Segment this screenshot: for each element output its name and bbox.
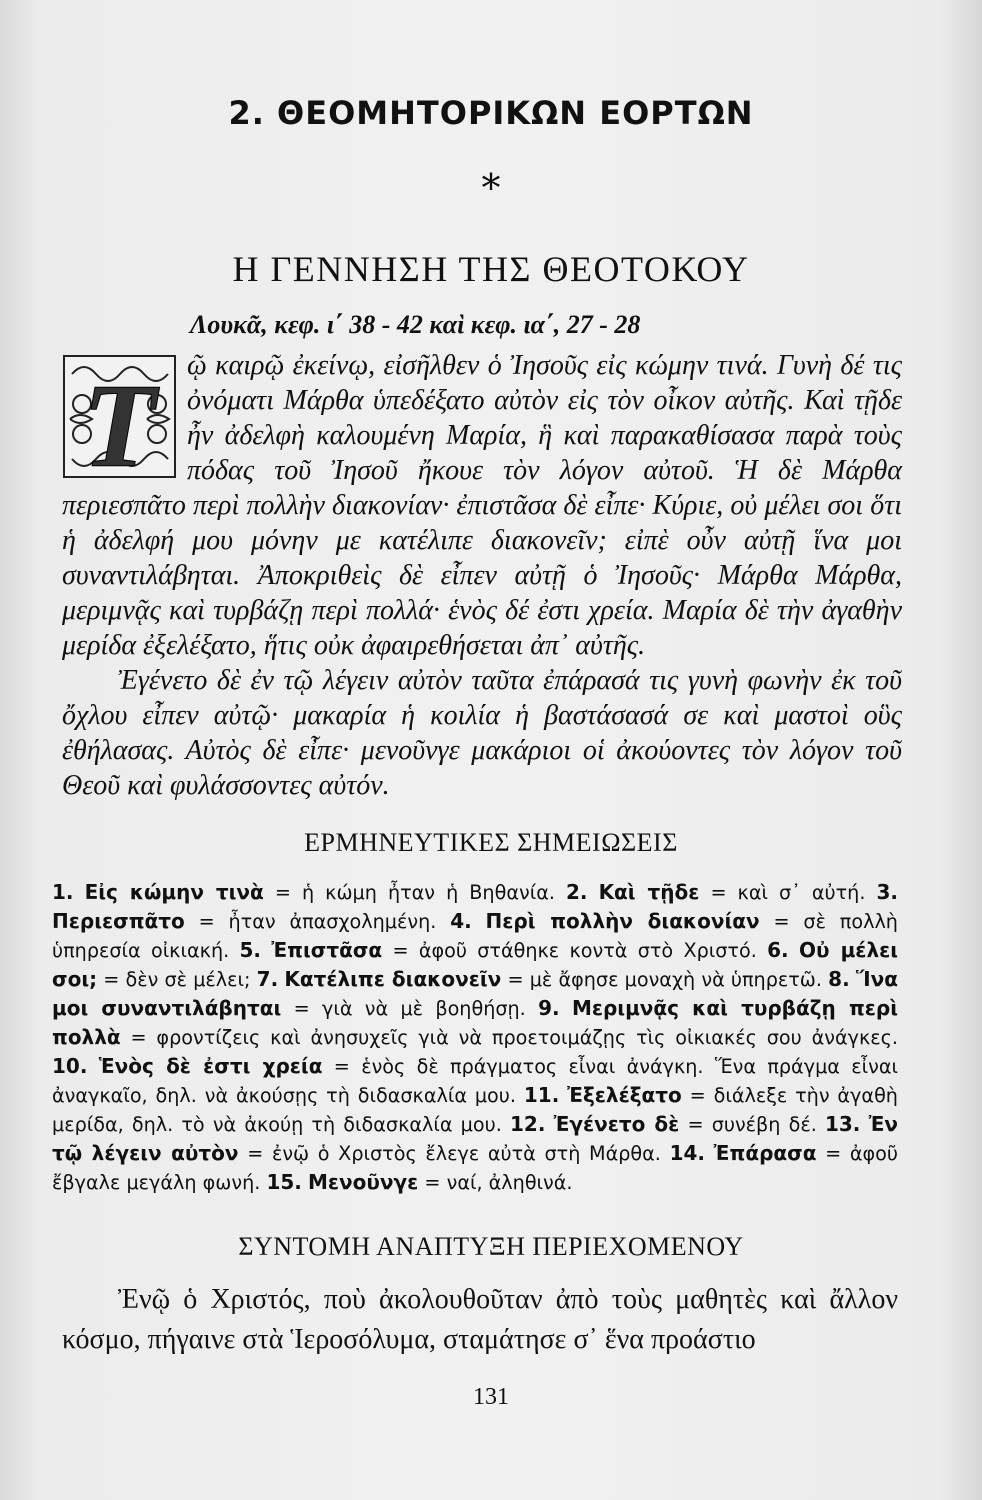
note-number: 1. [52,880,74,904]
note-gloss: = ἑνὸς δὲ πράγματος εἶναι ἀνάγκη. Ἕνα πράγμα εἶναι ἀναγκαῖο, δηλ. νὰ ἀκούσῃς τὴ διδασκαλία μου. [52,1055,898,1107]
drop-cap-letter: T [82,359,156,479]
note-term: Ἐπάρασα [713,1141,817,1165]
gospel-paragraph-1: ῷ καιρῷ ἐκείνῳ, εἰσῆλθεν ὁ Ἰησοῦς εἰς κώμην τινά. Γυνὴ δέ τις ὀνόματι Μάρθα ὑπεδέξατο αὐτὸν εἰς τὸν οἶκον αὐτῆς. Καὶ τῇδε ἦν ἀδελφὴ καλουμένη Μαρία, ἣ καὶ παρακαθίσασα παρὰ τοὺς πόδας τοῦ Ἰησοῦ ἤκουε τὸν λόγον αὐτοῦ. Ἡ δὲ Μάρθα περιεσπᾶτο περὶ πολλὴν διακονίαν· ἐπιστᾶσα δὲ εἶπε· Κύριε, οὐ μέλει σοι ὅτι ἡ ἀδελφή μου μόνην με κατέλιπε διακονεῖν; εἰπὲ οὖν αὐτῇ ἵνα μοι συναντιλάβηται. Ἀποκριθεὶς δὲ εἶπεν αὐτῇ ὁ Ἰησοῦς· Μάρθα Μάρθα, μεριμνᾷς καὶ τυρβάζῃ περὶ πολλά· ἑνὸς δέ ἐστι χρεία. Μαρία δὲ τὴν ἀγαθὴν μερίδα ἐξελέξατο, ἥτις οὐκ ἀφαιρεθήσεται ἀπ᾿ αὐτῆς. [62,350,902,661]
note-gloss: = μὲ ἄφησε μοναχὴ νὰ ὑπηρετῶ. [507,968,822,991]
note-item [240,939,768,962]
drop-cap-ornament [62,354,177,479]
gospel-paragraph-2: Ἐγένετο δὲ ἐν τῷ λέγειν αὐτὸν ταῦτα ἐπάρασά τις γυνὴ φωνὴν ἐκ τοῦ ὄχλου εἶπεν αὐτῷ· μακαρία ἡ κοιλία ἡ βαστάσασά σε καὶ μαστοὶ οὓς ἐθήλασας. Αὐτὸς δὲ εἶπε· μενοῦνγε μακάριοι οἱ ἀκούοντες τὸν λόγον τοῦ Θεοῦ καὶ φυλάσσοντες αὐτόν. [62,665,902,801]
note-gloss: = ἡ κώμη ἦταν ἡ Βηθανία. [274,881,555,904]
note-term: Καὶ τῇδε [598,880,700,904]
note-term: Μεριμνᾷς καὶ τυρβάζῃ περὶ πολλὰ [52,996,899,1049]
note-gloss: = ἐνῷ ὁ Χριστὸς ἔλεγε αὐτὰ στὴ Μάρθα. [247,1142,661,1165]
note-term: Περὶ πολλὴν διακονίαν [485,909,760,933]
note-term: Περιεσπᾶτο [52,909,185,933]
note-term: Ἑνὸς δὲ ἐστι χρεία [98,1054,323,1078]
note-term: Ἐγένετο δὲ [553,1112,680,1136]
note-gloss: = ἀφοῦ ἔβγαλε μεγάλη φωνή. [52,1142,898,1194]
notes-heading: ΕΡΜΗΝΕΥΤΙΚΕΣ ΣΗΜΕΙΩΣΕΙΣ [304,828,678,857]
feast-title: Η ΓΕΝΝΗΣΗ ΤΗΣ ΘΕΟΤΟΚΟΥ [232,249,750,289]
note-gloss: = φροντίζεις καὶ ἀνησυχεῖς γιὰ νὰ προετοιμάζῃς τὶς οἰκιακές σου ἀνάγκες. [130,1026,898,1049]
note-number: 12. [509,1112,546,1136]
note-number: 15. [266,1170,302,1194]
gospel-reading [62,348,902,803]
note-number: 4. [450,909,472,933]
note-number: 9. [538,996,560,1020]
note-term: Μενοῦνγε [308,1170,419,1194]
note-number: 11. [523,1083,560,1107]
note-term: Εἰς κώμην τινὰ [84,880,264,904]
note-item [257,968,829,991]
section-heading: 2. ΘΕΟΜΗΤΟΡΙΚΩΝ ΕΟΡΤΩΝ [228,94,754,132]
note-term: Κατέλιπε διακονεῖν [284,967,502,991]
note-gloss: = γιὰ νὰ μὲ βοηθήσῃ. [293,997,526,1020]
note-gloss: = συνέβη δέ. [687,1113,817,1136]
note-gloss: = ἦταν ἀπασχολημένη. [198,910,437,933]
summary-heading: ΣΥΝΤΟΜΗ ΑΝΑΠΤΥΞΗ ΠΕΡΙΕΧΟΜΕΝΟΥ [238,1232,744,1261]
note-item [52,881,566,904]
note-gloss: = δὲν σὲ μέλει; [103,968,251,991]
note-number: 2. [566,880,588,904]
summary-text: Ἐνῷ ὁ Χριστός, ποὺ ἀκολουθοῦταν ἀπὸ τοὺς μαθητὲς καὶ ἄλλον κόσμο, πήγαινε στὰ Ἱεροσόλυμα, σταμάτησε σ᾿ ἕνα προάστιο [62,1284,898,1355]
note-term: Ἐξελέξατο [567,1083,682,1107]
note-gloss: = σὲ πολλὴ ὑπηρεσία οἰκιακή. [52,910,898,962]
note-number: 6. [767,938,789,962]
note-gloss: = διάλεξε τὴν ἀγαθὴ μερίδα, δηλ. τὸ νὰ ἀκούῃ τὴ διδασκαλία μου. [52,1084,898,1136]
note-number: 3. [876,880,898,904]
note-number: 7. [256,967,279,991]
note-item [266,1171,572,1194]
note-number: 5. [239,938,262,962]
note-term: Ἵνα μοι συναντιλάβηται [52,967,898,1020]
note-number: 10. [52,1054,88,1078]
note-number: 14. [669,1141,705,1165]
note-term: Οὐ μέλει σοι; [52,938,899,991]
note-number: 8. [828,967,850,991]
note-item [566,881,876,904]
note-item [510,1113,825,1136]
note-gloss: = ἀφοῦ στάθηκε κοντὰ στὸ Χριστό. [392,939,757,962]
note-gloss: = ναί, ἀληθινά. [424,1171,573,1194]
note-number: 13. [824,1112,861,1136]
note-term: Ἐπιστᾶσα [271,938,383,962]
asterisk-ornament: * [481,166,501,210]
scripture-reference: Λουκᾶ, κεφ. ι΄ 38 - 42 καὶ κεφ. ια΄, 27 - 28 [190,310,641,339]
explanatory-notes [52,878,898,1197]
page-number: 131 [473,1384,509,1410]
note-gloss: = καὶ σ᾿ αὐτή. [710,881,866,904]
note-term: Ἐν τῷ λέγειν αὐτὸν [52,1112,899,1165]
